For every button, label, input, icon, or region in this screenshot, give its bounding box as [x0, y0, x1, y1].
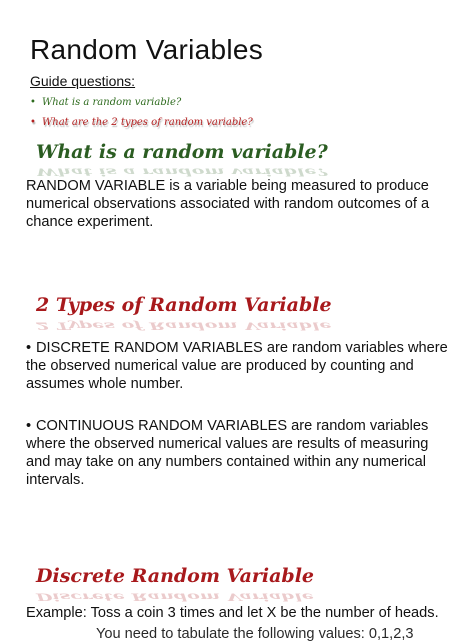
list-item-text: CONTINUOUS RANDOM VARIABLES are random variables where the observed numerical values are results of measuring and may take on any numbers contained within any numerical intervals. — [26, 418, 429, 488]
heading-reflection: Discrete Random Variable — [36, 590, 315, 603]
bullet-icon: • — [30, 97, 36, 108]
heading-reflection: What is a random variable? — [36, 165, 328, 178]
guide-questions-label: Guide questions: — [30, 73, 136, 89]
example-text: Example: Toss a coin 3 times and let X be the number of heads. — [26, 605, 439, 621]
bullet-icon: • — [30, 117, 36, 128]
guide-question-text: What are the 2 types of random variable? — [42, 117, 253, 128]
list-item-discrete — [26, 339, 456, 393]
example-continuation-text: You need to tabulate the following values: 0,1,2,3 — [96, 626, 414, 642]
bullet-icon: • — [26, 418, 32, 434]
guide-question-item — [30, 97, 181, 108]
list-item-text: DISCRETE RANDOM VARIABLES are random variables where the observed numerical value are produced by counting and assumes whole number. — [26, 340, 448, 392]
heading-what-is-random-variable: What is a random variable? — [36, 141, 328, 163]
heading-reflection: 2 Types of Random Variable — [36, 319, 332, 332]
definition-paragraph: RANDOM VARIABLE is a variable being measured to produce numerical observations associated with random outcomes of a chance experiment. — [26, 178, 430, 230]
heading-discrete-random-variable: Discrete Random Variable — [36, 565, 315, 587]
bullet-icon: • — [26, 340, 32, 356]
heading-types-of-random-variable: 2 Types of Random Variable — [36, 294, 332, 316]
guide-question-item — [30, 117, 253, 128]
page-title: Random Variables — [30, 34, 264, 65]
guide-question-text: What is a random variable? — [42, 97, 182, 108]
list-item-continuous — [26, 417, 456, 489]
